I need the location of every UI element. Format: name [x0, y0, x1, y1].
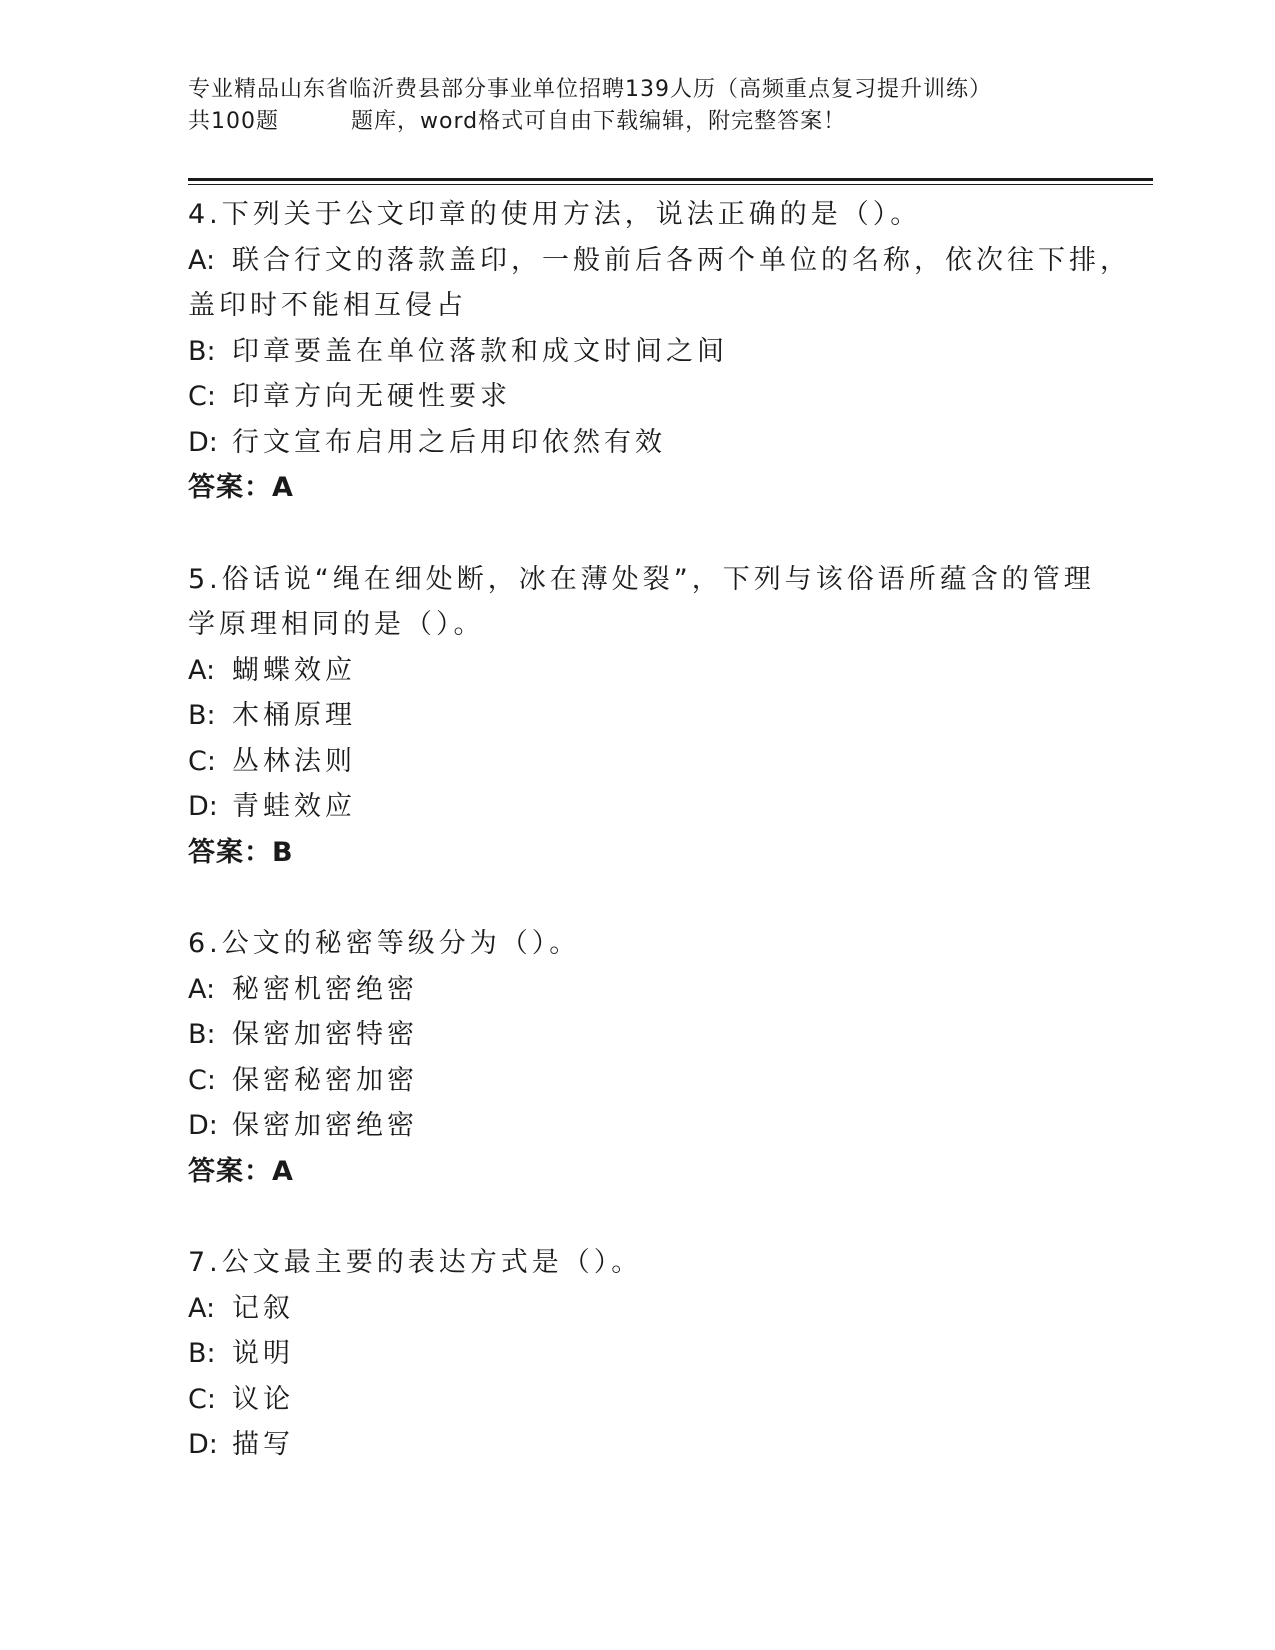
option-text: 盖印时不能相互侵占 [188, 290, 467, 321]
option-label: B: [188, 700, 216, 731]
question-block [188, 557, 1095, 876]
question-option [188, 1012, 1088, 1058]
question-answer: 答案：A [188, 472, 294, 503]
question-option [188, 1058, 1088, 1104]
question-list [188, 192, 1131, 1468]
option-label: D: [188, 426, 218, 458]
question-option [188, 739, 1088, 785]
question-stem: 5.俗话说“绳在细处断，冰在薄处裂”，下列与该俗语所蕴含的管理 [188, 563, 1095, 595]
question-answer: 答案：A [188, 1155, 294, 1187]
question-option [188, 784, 1088, 830]
option-text: 蝴蝶效应 [232, 654, 356, 686]
option-label: A: [188, 1292, 216, 1324]
option-text: 记叙 [232, 1292, 294, 1324]
question-option [188, 1422, 1088, 1468]
option-text: 秘密机密绝密 [232, 973, 418, 1005]
question-option [188, 374, 1088, 420]
header-question-count: 共100题 [188, 109, 279, 134]
question-block [188, 192, 1131, 511]
option-text: 保密秘密加密 [232, 1064, 418, 1096]
header-subtitle-line [188, 106, 1088, 138]
header-title-line: 专业精品山东省临沂费县部分事业单位招聘139人历（高频重点复习提升训练） [188, 77, 992, 102]
question-option [188, 420, 1088, 466]
option-text: 丛林法则 [232, 745, 356, 777]
question-option [188, 967, 1088, 1013]
option-text: 木桶原理 [232, 700, 356, 731]
option-label: C: [188, 745, 216, 777]
option-label: B: [188, 335, 216, 367]
header-rule-thick [188, 178, 1153, 181]
option-text: 联合行文的落款盖印，一般前后各两个单位的名称，依次往下排， [232, 244, 1131, 276]
option-text: 保密加密特密 [232, 1019, 418, 1050]
option-label: C: [188, 381, 216, 412]
question-stem: 7.公文最主要的表达方式是（）。 [188, 1247, 643, 1278]
option-label: A: [188, 973, 216, 1005]
question-answer: 答案：B [188, 836, 294, 868]
document-header [188, 74, 1088, 138]
question-stem: 4.下列关于公文印章的使用方法，说法正确的是（）。 [188, 199, 922, 230]
question-stem: 6.公文的秘密等级分为（）。 [188, 928, 581, 959]
question-option [188, 1377, 1088, 1423]
option-text: 印章要盖在单位落款和成文时间之间 [232, 335, 728, 367]
option-label: B: [188, 1019, 216, 1050]
option-label: D: [188, 1429, 218, 1460]
option-label: C: [188, 1064, 216, 1096]
option-text: 议论 [232, 1383, 294, 1415]
option-text: 印章方向无硬性要求 [232, 381, 511, 412]
header-note: 题库，word格式可自由下载编辑，附完整答案！ [351, 109, 847, 134]
question-option [188, 283, 1088, 329]
option-text: 青蛙效应 [232, 791, 356, 822]
option-text: 说明 [232, 1338, 294, 1369]
option-label: D: [188, 1110, 218, 1141]
question-option [188, 329, 1088, 375]
question-block [188, 921, 1088, 1194]
question-option [188, 1103, 1088, 1149]
question-option [188, 238, 1131, 284]
question-option [188, 693, 1088, 739]
option-text: 描写 [232, 1429, 294, 1460]
question-option [188, 1286, 1088, 1332]
question-option [188, 648, 1088, 694]
option-label: B: [188, 1338, 216, 1369]
header-rule-thin [188, 184, 1153, 185]
question-option [188, 1331, 1088, 1377]
option-text: 保密加密绝密 [232, 1110, 418, 1141]
option-label: D: [188, 791, 218, 822]
option-label: C: [188, 1383, 216, 1415]
option-label: A: [188, 654, 216, 686]
option-label: A: [188, 244, 216, 276]
option-text: 行文宣布启用之后用印依然有效 [232, 426, 666, 458]
question-block [188, 1240, 1088, 1468]
question-stem: 学原理相同的是（）。 [188, 609, 485, 640]
